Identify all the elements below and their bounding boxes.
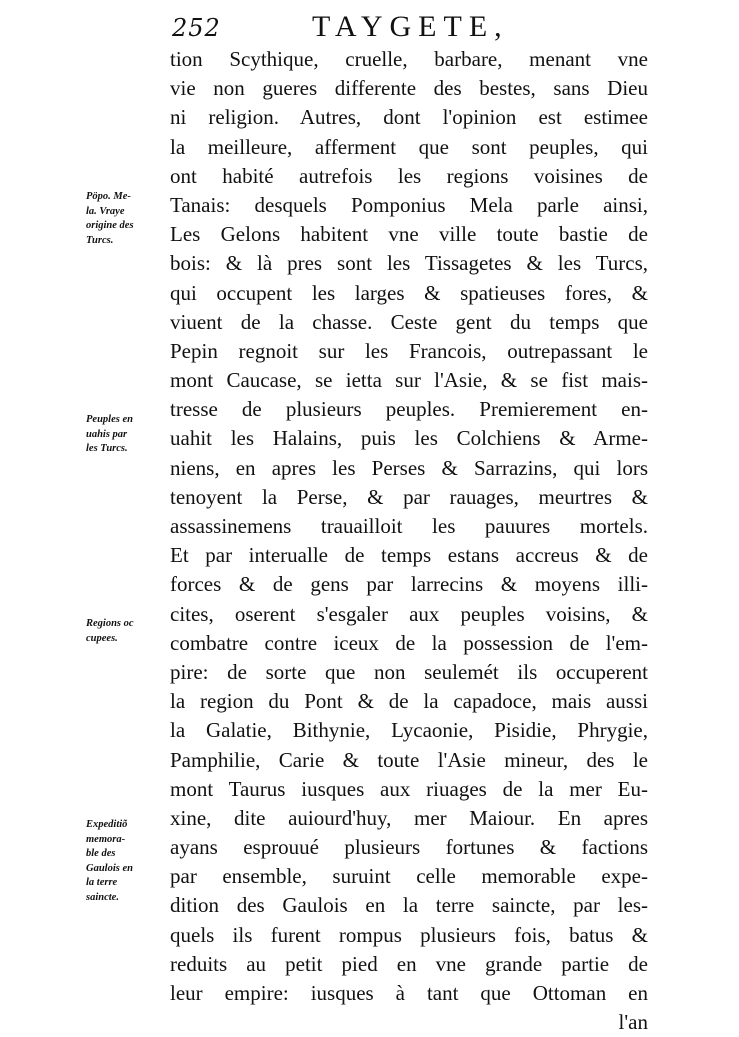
margin-note-regions [86, 617, 170, 646]
text-line: dition des Gaulois en la terre saincte, par les- [170, 893, 648, 918]
margin-note-line: memora- [86, 833, 126, 845]
text-line: ont habité autrefois les regions voisines de [170, 163, 648, 188]
margin-note-line: ble des [86, 848, 116, 859]
text-line: vie non gueres differente des bestes, sans Dieu [170, 76, 648, 101]
page-header [172, 8, 642, 48]
text-line: Et par interualle de temps estans accreus & de [170, 543, 648, 568]
text-line: ni religion. Autres, dont l'opinion est estimee [170, 105, 648, 130]
margin-note-line: Expeditiõ [86, 819, 128, 830]
margin-note-line: Pöpo. Me- [86, 191, 131, 202]
text-line: Pepin regnoit sur les Francois, outrepassant le [170, 338, 648, 363]
text-line: mont Caucase, se ietta sur l'Asie, & se fist mais- [170, 368, 648, 393]
margin-note-peuples [86, 413, 170, 457]
text-line: Les Gelons habitent vne ville toute bastie de [170, 222, 648, 247]
text-line: quels ils furent rompus plusieurs fois, batus & [170, 922, 648, 947]
text-line: pire: de sorte que non seulemét ils occuperent [170, 659, 648, 684]
text-line: bois: & là pres sont les Tissagetes & les Turcs, [170, 251, 648, 276]
text-line: la meilleure, afferment que sont peuples, qui [170, 134, 648, 159]
text-line: tion Scythique, cruelle, barbare, menant vne [170, 47, 648, 71]
margin-note-line: cupees. [86, 632, 118, 644]
margin-note-line: la terre [86, 877, 118, 888]
text-line: qui occupent les larges & spatieuses fores, & [170, 280, 648, 305]
text-line: assassinemens trauailloit les pauures mortels. [170, 514, 648, 538]
margin-note-line: la. Vraye [86, 205, 125, 217]
margin-note-line: Peuples en [86, 414, 133, 425]
text-line: uahit les Halains, puis les Colchiens & Arme- [170, 426, 648, 451]
text-line: combatre contre iceux de la possession de l'em- [170, 630, 648, 655]
text-line: cites, oserent s'esgaler aux peuples voisins, & [170, 601, 648, 626]
running-title: TAYGETE, [312, 10, 509, 43]
margin-note-line: Turcs. [86, 234, 114, 246]
text-line: tenoyent la Perse, & par rauages, meurtres & [170, 484, 648, 509]
catchword: l'an [618, 1010, 648, 1035]
text-line: la Galatie, Bithynie, Lycaonie, Pisidie, Phrygie, [170, 718, 648, 743]
text-line: xine, dite auiourd'huy, mer Maiour. En apres [170, 805, 648, 830]
text-line: Pamphilie, Carie & toute l'Asie mineur, des le [170, 747, 648, 772]
text-line: Tanais: desquels Pomponius Mela parle ainsi, [170, 192, 648, 217]
margin-note-line: Regions oc [86, 618, 134, 629]
text-line: mont Taurus iusques aux riuages de la mer Eu- [170, 776, 648, 801]
margin-note-line: les Turcs. [86, 443, 128, 454]
text-line: tresse de plusieurs peuples. Premierement en- [170, 397, 648, 422]
text-line: reduits au petit pied en vne grande partie de [170, 951, 648, 976]
text-line: forces & de gens par larrecins & moyens illi- [170, 572, 648, 597]
margin-note-pomponius [86, 190, 170, 248]
margin-note-line: Gaulois en [86, 862, 133, 874]
margin-note-line: saincte. [86, 891, 119, 903]
text-line: niens, en apres les Perses & Sarrazins, qui lors [170, 455, 648, 480]
text-line: par ensemble, suruint celle memorable expe- [170, 864, 648, 889]
text-line: ayans esprouué plusieurs fortunes & factions [170, 835, 648, 860]
text-line: la region du Pont & de la capadoce, mais aussi [170, 689, 648, 714]
page-number: 252 [172, 14, 221, 42]
margin-note-expedition [86, 818, 170, 905]
text-line: viuent de la chasse. Ceste gent du temps que [170, 309, 648, 334]
text-line: leur empire: iusques à tant que Ottoman en [170, 981, 648, 1005]
main-text-block [170, 45, 648, 1037]
margin-note-line: origine des [86, 220, 134, 231]
margin-note-line: uahis par [86, 428, 128, 440]
